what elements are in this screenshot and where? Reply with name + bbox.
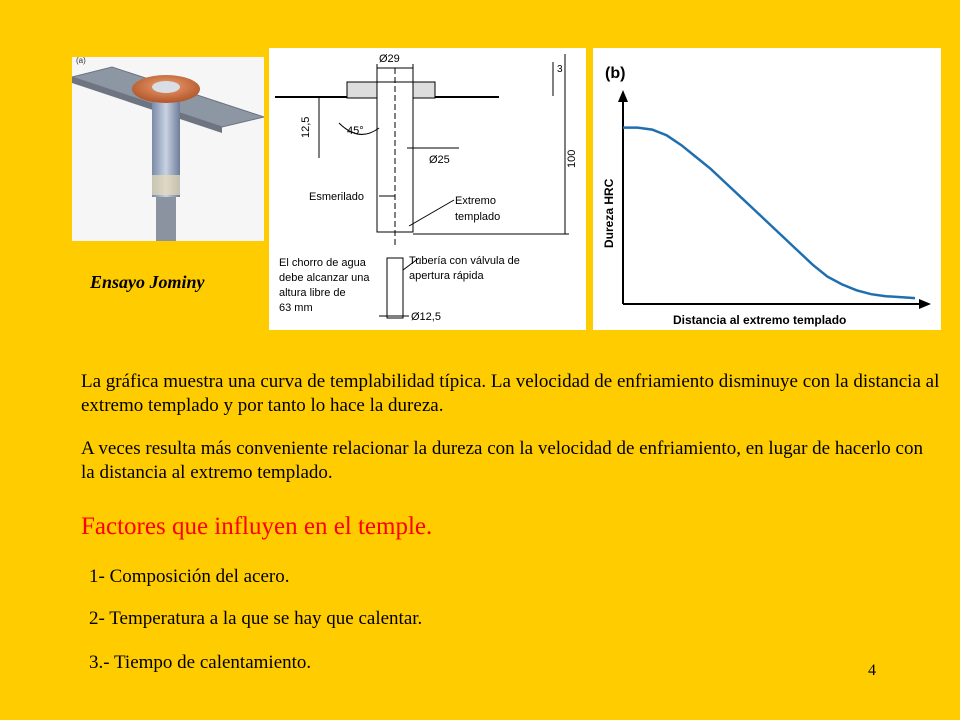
dim-29: Ø29	[379, 53, 400, 65]
dim-12-5: 12,5	[300, 116, 312, 138]
y-axis-label: Dureza HRC	[602, 178, 616, 248]
water-pipe	[156, 197, 176, 241]
hardenability-chart	[593, 48, 941, 330]
dim-3: 3	[557, 64, 563, 75]
angle-45: 45°	[347, 125, 364, 137]
y-axis-arrow	[618, 90, 628, 102]
factor-3: 3.- Tiempo de calentamiento.	[89, 652, 312, 673]
paragraph-2: A veces resulta más conveniente relacionar la dureza con la velocidad de enfriamiento, en lugar de hacerlo con la distancia al extremo templado.	[81, 438, 923, 483]
label-extremo-2: templado	[455, 211, 501, 223]
dim-12-5-bottom-label: Ø12,5	[411, 311, 441, 323]
factor-1: 1- Composición del acero.	[89, 566, 290, 587]
dim-25: Ø25	[429, 154, 450, 166]
paragraph-1: La gráfica muestra una curva de templabilidad típica. La velocidad de enfriamiento disminuye con la distancia al extremo templado y por tanto lo hace la dureza.	[81, 371, 940, 416]
jominy-photo	[72, 57, 264, 241]
figure-caption: Ensayo Jominy	[90, 272, 205, 292]
x-axis-arrow	[919, 299, 931, 309]
label-chorro-4: 63 mm	[279, 302, 313, 314]
specimen-quenched-end	[152, 175, 180, 195]
factor-2: 2- Temperatura a la que se hay que calentar.	[89, 608, 423, 629]
nozzle-pipe	[387, 258, 403, 318]
dim-100: 100	[566, 149, 578, 168]
extremo-leader	[409, 200, 454, 226]
chart-svg	[593, 48, 941, 330]
label-tuberia-2: apertura rápida	[409, 270, 484, 282]
jominy-technical-drawing	[269, 48, 586, 330]
section-heading: Factores que influyen en el temple.	[81, 513, 433, 540]
ring-hole	[152, 81, 180, 93]
x-axis-label: Distancia al extremo templado	[673, 313, 847, 327]
chart-panel-label: (b)	[605, 65, 626, 82]
label-extremo-1: Extremo	[455, 195, 496, 207]
label-tuberia-1: Tubería con válvula de	[409, 255, 520, 267]
photo-corner-label: (a)	[76, 57, 86, 65]
hardness-curve	[623, 128, 915, 299]
label-chorro-3: altura libre de	[279, 287, 346, 299]
label-esmerilado: Esmerilado	[309, 191, 365, 203]
label-chorro-1: El chorro de agua	[279, 257, 366, 269]
page-number: 4	[868, 662, 876, 679]
jominy-apparatus-illustration	[72, 57, 264, 241]
jominy-diagram	[269, 48, 586, 330]
label-chorro-2: debe alcanzar una	[279, 272, 370, 284]
